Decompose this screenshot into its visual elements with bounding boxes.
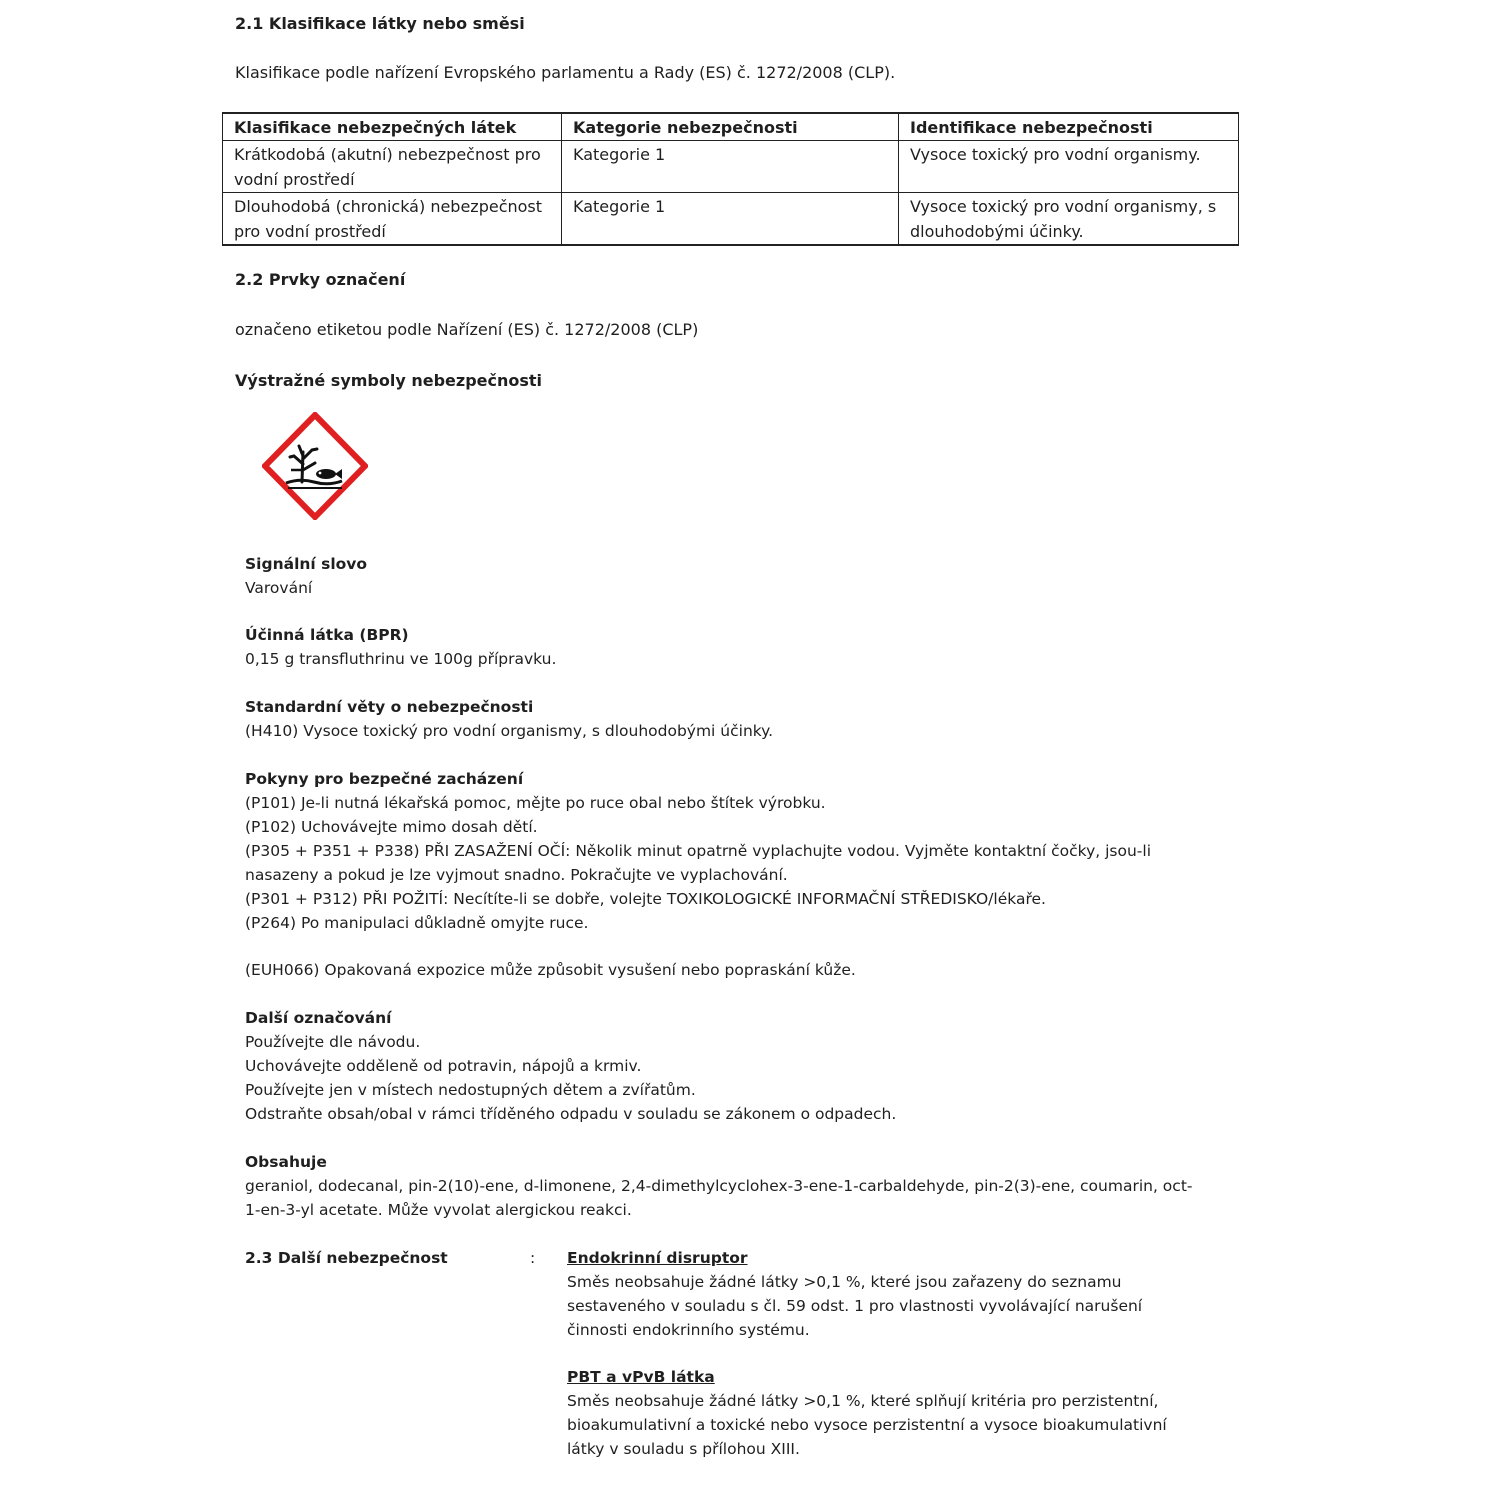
signal-word-heading: Signální slovo [245,555,368,573]
signal-word: Varování [245,579,313,597]
active-substance-block [245,623,556,671]
pbt-heading: PBT a vPvB látka [567,1368,715,1386]
contains-line: 1-en-3-yl acetate. Může vyvolat alergickou reakci. [245,1201,632,1219]
table-cell: Kategorie 1 [562,141,899,193]
precautionary-line: (P264) Po manipulaci důkladně omyjte ruce. [245,914,589,932]
endocrine-line: Směs neobsahuje žádné látky >0,1 %, které jsou zařazeny do seznamu [567,1273,1122,1291]
table-cell: Kategorie 1 [562,193,899,246]
table-row [223,193,1239,246]
signal-word-block [245,552,367,600]
precautionary-line: (P301 + P312) PŘI POŽITÍ: Necítíte-li se dobře, volejte TOXIKOLOGICKÉ INFORMAČNÍ STŘEDISKO/lékaře. [245,890,1046,908]
contains-line: geraniol, dodecanal, pin-2(10)-ene, d-limonene, 2,4-dimethylcyclohex-3-ene-1-carbaldehyde, pin-2(3)-ene, coumarin, oct- [245,1177,1193,1195]
pbt-line: látky v souladu s přílohou XIII. [567,1440,800,1458]
precautionary-line: (P102) Uchovávejte mimo dosah dětí. [245,818,538,836]
hazard-statement: (H410) Vysoce toxický pro vodní organismy, s dlouhodobými účinky. [245,722,774,740]
table-cell: Vysoce toxický pro vodní organismy. [899,141,1239,193]
table-row [223,141,1239,193]
precautionary-heading: Pokyny pro bezpečné zacházení [245,770,524,788]
section-2-3-title: 2.3 Další nebezpečnost [245,1249,448,1267]
endocrine-line: činnosti endokrinního systému. [567,1321,810,1339]
active-substance-heading: Účinná látka (BPR) [245,626,409,644]
endocrine-line: sestaveného v souladu s čl. 59 odst. 1 pro vlastnosti vyvolávající narušení [567,1297,1143,1315]
section-2-1-intro: Klasifikace podle nařízení Evropského parlamentu a Rady (ES) č. 1272/2008 (CLP). [235,63,896,82]
table-header: Klasifikace nebezpečných látek [223,113,562,141]
further-labelling-line: Uchovávejte odděleně od potravin, nápojů a krmiv. [245,1057,642,1075]
further-labelling-heading: Další označování [245,1009,392,1027]
precautionary-line: (P305 + P351 + P338) PŘI ZASAŽENÍ OČÍ: Několik minut opatrně vyplachujte vodou. Vyjměte kontaktní čočky, jsou-li [245,842,1152,860]
hazard-statements-block [245,695,773,743]
classification-table [222,112,1239,246]
further-labelling-line: Používejte dle návodu. [245,1033,421,1051]
table-header-row [223,113,1239,141]
endocrine-block [567,1246,1142,1342]
table-cell: Vysoce toxický pro vodní organismy, s dlouhodobými účinky. [899,193,1239,246]
pbt-line: Směs neobsahuje žádné látky >0,1 %, které splňují kritéria pro perzistentní, [567,1392,1159,1410]
active-substance-text: 0,15 g transfluthrinu ve 100g přípravku. [245,650,557,668]
contains-heading: Obsahuje [245,1153,327,1171]
precautionary-block [245,767,1151,935]
further-labelling-line: Používejte jen v místech nedostupných dětem a zvířatům. [245,1081,696,1099]
section-2-3-colon: : [530,1249,536,1267]
contains-block [245,1150,1192,1222]
symbols-heading: Výstražné symboly nebezpečnosti [235,371,543,390]
pbt-block [567,1365,1167,1461]
table-header: Identifikace nebezpečnosti [899,113,1239,141]
precautionary-line: (P101) Je-li nutná lékařská pomoc, mějte po ruce obal nebo štítek výrobku. [245,794,826,812]
endocrine-heading: Endokrinní disruptor [567,1249,748,1267]
further-labelling-block [245,1006,896,1126]
pbt-line: bioakumulativní a toxické nebo vysoce perzistentní a vysoce bioakumulativní [567,1416,1167,1434]
section-2-2-title: 2.2 Prvky označení [235,270,406,289]
table-header: Kategorie nebezpečnosti [562,113,899,141]
euh-statement: (EUH066) Opakovaná expozice může způsobit vysušení nebo popraskání kůže. [245,961,856,979]
precautionary-line: nasazeny a pokud je lze vyjmout snadno. Pokračujte ve vyplachování. [245,866,788,884]
section-2-1-title: 2.1 Klasifikace látky nebo směsi [235,14,525,33]
further-labelling-line: Odstraňte obsah/obal v rámci tříděného odpadu v souladu se zákonem o odpadech. [245,1105,897,1123]
table-cell: Dlouhodobá (chronická) nebezpečnost pro vodní prostředí [223,193,562,246]
section-2-2-intro: označeno etiketou podle Nařízení (ES) č. 1272/2008 (CLP) [235,320,699,339]
environment-hazard-icon [262,412,368,520]
table-cell: Krátkodobá (akutní) nebezpečnost pro vodní prostředí [223,141,562,193]
hazard-statements-heading: Standardní věty o nebezpečnosti [245,698,534,716]
euh-block [245,958,856,982]
